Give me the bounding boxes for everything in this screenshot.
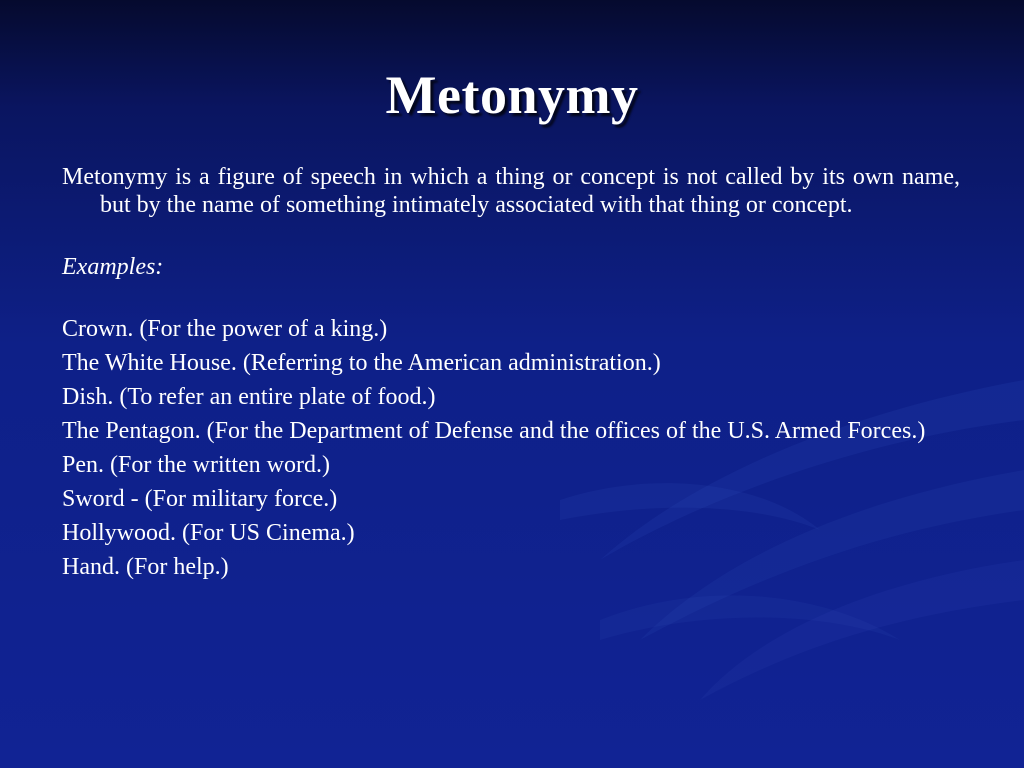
examples-label: Examples:	[62, 254, 164, 280]
spacer	[62, 219, 960, 253]
example-item: Hollywood. (For US Cinema.)	[62, 520, 355, 546]
examples-list	[62, 315, 960, 581]
definition-paragraph: Metonymy is a figure of speech in which a thing or concept is not called by its own name, but by the name of something intimately associated with that thing or concept.	[62, 164, 960, 218]
slide-body	[62, 163, 960, 587]
example-item: Sword - (For military force.)	[62, 486, 338, 512]
example-item: The White House. (Referring to the American administration.)	[62, 350, 661, 376]
example-item: Crown. (For the power of a king.)	[62, 316, 388, 342]
example-item: The Pentagon. (For the Department of Defense and the offices of the U.S. Armed Forces.)	[62, 418, 926, 444]
example-item: Dish. (To refer an entire plate of food.)	[62, 384, 436, 410]
spacer	[62, 281, 960, 315]
example-item: Pen. (For the written word.)	[62, 452, 330, 478]
example-item: Hand. (For help.)	[62, 554, 229, 580]
slide-title: Metonymy	[385, 65, 639, 125]
